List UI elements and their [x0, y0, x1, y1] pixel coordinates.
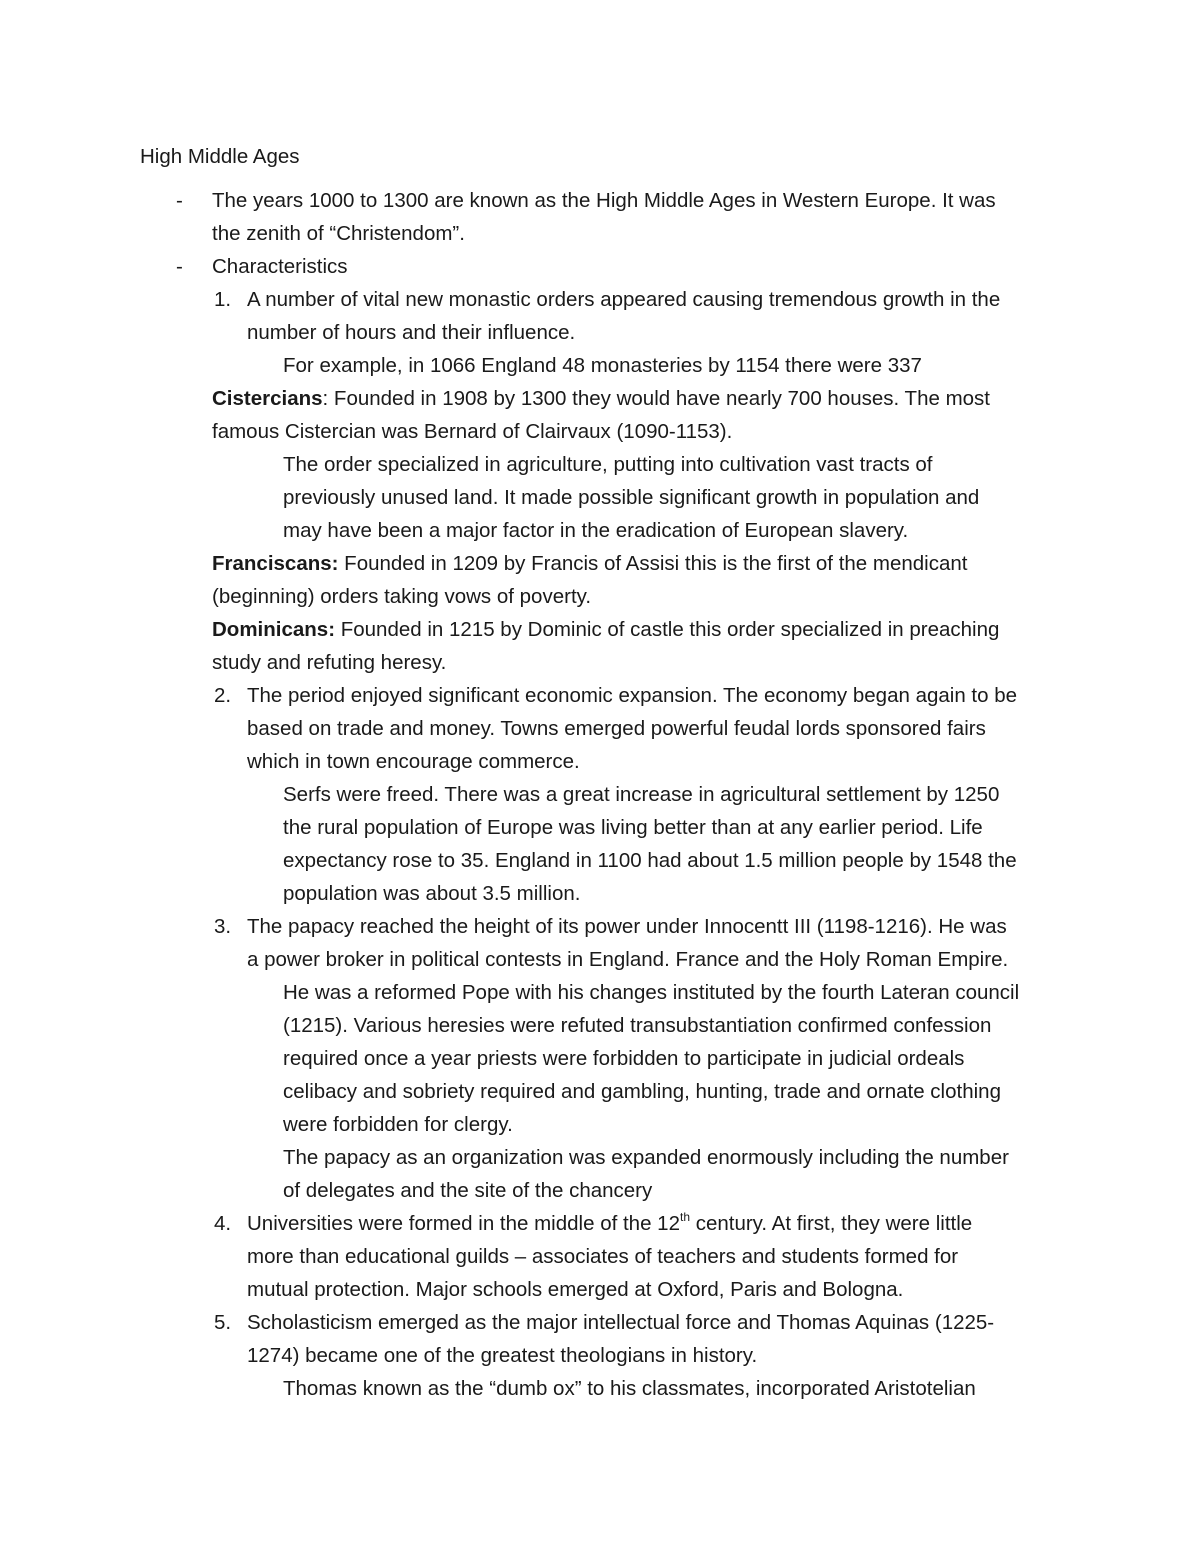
list-item-text: 1274) became one of the greatest theologians in history. [247, 1344, 758, 1367]
list-number: 3. [214, 915, 232, 938]
list-item-text: Scholasticism emerged as the major intellectual force and Thomas Aquinas (1225- [247, 1311, 995, 1334]
detail-text: expectancy rose to 35. England in 1100 had about 1.5 million people by 1548 the [283, 849, 1017, 872]
list-item-text: The papacy reached the height of its power under Innocentt III (1198-1216). He was [247, 915, 1007, 938]
text-fragment: century. At first, they were little [690, 1212, 973, 1235]
example-text: For example, in 1066 England 48 monasteries by 1154 there were 337 [283, 354, 922, 377]
list-item-text: more than educational guilds – associates of teachers and students formed for [247, 1245, 959, 1268]
order-text: (beginning) orders taking vows of poverty. [212, 585, 592, 608]
bullet-text: Characteristics [212, 255, 348, 278]
detail-text: population was about 3.5 million. [283, 882, 581, 905]
list-item-text: based on trade and money. Towns emerged powerful feudal lords sponsored fairs [247, 717, 986, 740]
bullet-marker: - [176, 255, 183, 278]
list-item-text: which in town encourage commerce. [247, 750, 580, 773]
order-name: Dominicans: [212, 618, 336, 641]
detail-text: The papacy as an organization was expanded enormously including the number [283, 1146, 1009, 1169]
order-text: Founded in 1215 by Dominic of castle this order specialized in preaching [335, 618, 1000, 641]
detail-text: Thomas known as the “dumb ox” to his classmates, incorporated Aristotelian [283, 1377, 976, 1400]
superscript: th [679, 1210, 690, 1224]
order-name: Cistercians [212, 387, 323, 410]
detail-text: celibacy and sobriety required and gambling, hunting, trade and ornate clothing [283, 1080, 1001, 1103]
list-item-text: a power broker in political contests in England. France and the Holy Roman Empire. [247, 948, 1009, 971]
order-name: Franciscans: [212, 552, 339, 575]
detail-text: The order specialized in agriculture, putting into cultivation vast tracts of [283, 453, 933, 476]
page-title: High Middle Ages [140, 145, 300, 168]
detail-text: Serfs were freed. There was a great increase in agricultural settlement by 1250 [283, 783, 1000, 806]
bullet-text: The years 1000 to 1300 are known as the High Middle Ages in Western Europe. It was [212, 189, 996, 212]
list-item-text: number of hours and their influence. [247, 321, 576, 344]
order-text: Founded in 1209 by Francis of Assisi this is the first of the mendicant [338, 552, 968, 575]
list-number: 2. [214, 684, 232, 707]
order-text: : Founded in 1908 by 1300 they would have nearly 700 houses. The most [322, 387, 990, 410]
order-text: study and refuting heresy. [212, 651, 447, 674]
order-dominicans [212, 613, 999, 646]
order-text: famous Cistercian was Bernard of Clairvaux (1090-1153). [212, 420, 733, 443]
detail-text: (1215). Various heresies were refuted transubstantiation confirmed confession [283, 1014, 992, 1037]
detail-text: of delegates and the site of the chancery [283, 1179, 653, 1202]
list-number: 5. [214, 1311, 232, 1334]
list-item-text: mutual protection. Major schools emerged at Oxford, Paris and Bologna. [247, 1278, 904, 1301]
detail-text: required once a year priests were forbidden to participate in judicial ordeals [283, 1047, 965, 1070]
list-number: 4. [214, 1212, 232, 1235]
list-number: 1. [214, 288, 232, 311]
list-item-text: A number of vital new monastic orders appeared causing tremendous growth in the [247, 288, 1001, 311]
list-item-text [247, 1207, 972, 1240]
bullet-text: the zenith of “Christendom”. [212, 222, 465, 245]
detail-text: previously unused land. It made possible significant growth in population and [283, 486, 980, 509]
list-item-text: The period enjoyed significant economic expansion. The economy began again to be [247, 684, 1018, 707]
detail-text: were forbidden for clergy. [283, 1113, 513, 1136]
order-franciscans [212, 547, 967, 580]
detail-text: may have been a major factor in the eradication of European slavery. [283, 519, 909, 542]
detail-text: He was a reformed Pope with his changes instituted by the fourth Lateran council [283, 981, 1020, 1004]
order-cistercians [212, 382, 990, 415]
bullet-marker: - [176, 189, 183, 212]
detail-text: the rural population of Europe was living better than at any earlier period. Life [283, 816, 983, 839]
text-fragment: Universities were formed in the middle of the 12 [247, 1212, 680, 1235]
